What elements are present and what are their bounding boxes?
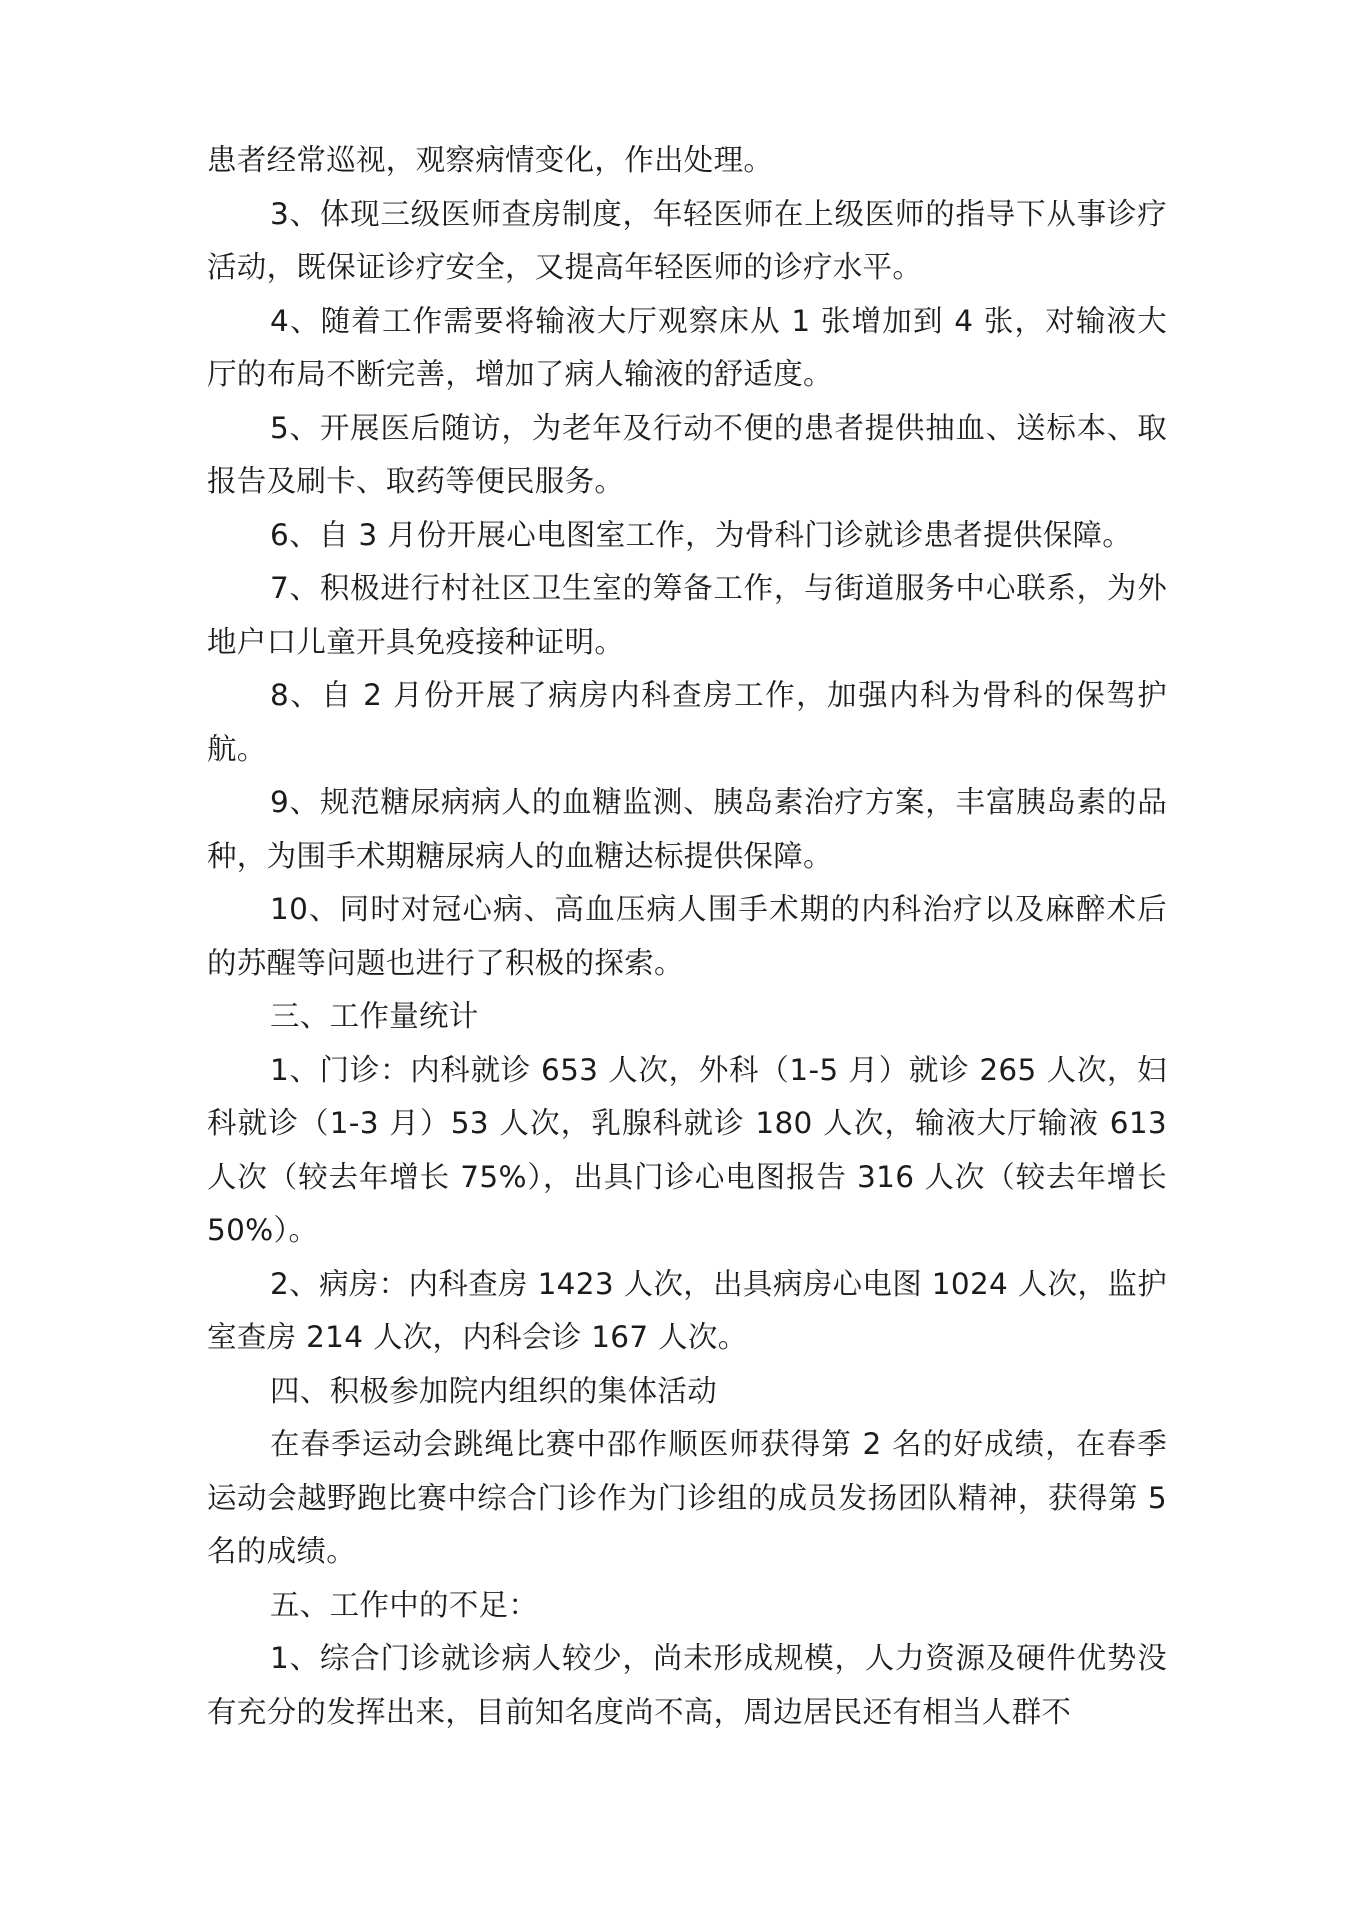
section-heading-workload: 三、工作量统计	[270, 999, 479, 1033]
paragraph-continuation: 患者经常巡视，观察病情变化，作出处理。	[207, 143, 774, 177]
paragraph-activities: 在春季运动会跳绳比赛中邵作顺医师获得第 2 名的好成绩，在春季运动会越野跑比赛中综合门诊作为门诊组的成员发扬团队精神，获得第 5 名的成绩。	[207, 1427, 1167, 1568]
paragraph-item-9: 9、规范糖尿病病人的血糖监测、胰岛素治疗方案，丰富胰岛素的品种，为围手术期糖尿病人的血糖达标提供保障。	[207, 785, 1167, 873]
paragraph-item-6: 6、自 3 月份开展心电图室工作，为骨科门诊就诊患者提供保障。	[270, 517, 1133, 552]
paragraph-item-5: 5、开展医后随访，为老年及行动不便的患者提供抽血、送标本、取报告及刷卡、取药等便民服务。	[207, 410, 1167, 498]
section-heading-shortcomings: 五、工作中的不足：	[270, 1587, 539, 1622]
paragraph-ward-stats: 2、病房：内科查房 1423 人次，出具病房心电图 1024 人次，监护室查房 214 人次，内科会诊 167 人次。	[207, 1266, 1167, 1354]
paragraph-shortcoming-1: 1、综合门诊就诊病人较少，尚未形成规模，人力资源及硬件优势没有充分的发挥出来，目前知名度尚不高，周边居民还有相当人群不	[207, 1641, 1167, 1729]
document-body	[207, 134, 1167, 1739]
paragraph-item-8: 8、自 2 月份开展了病房内科查房工作，加强内科为骨科的保驾护航。	[207, 678, 1167, 766]
paragraph-item-7: 7、积极进行村社区卫生室的筹备工作，与街道服务中心联系，为外地户口儿童开具免疫接种证明。	[207, 571, 1167, 659]
paragraph-item-3: 3、体现三级医师查房制度，年轻医师在上级医师的指导下从事诊疗活动，既保证诊疗安全，又提高年轻医师的诊疗水平。	[207, 196, 1167, 284]
paragraph-item-4: 4、随着工作需要将输液大厅观察床从 1 张增加到 4 张，对输液大厅的布局不断完善，增加了病人输液的舒适度。	[207, 303, 1167, 391]
paragraph-outpatient-stats: 1、门诊：内科就诊 653 人次，外科（1-5 月）就诊 265 人次，妇科就诊（1-3 月）53 人次，乳腺科就诊 180 人次，输液大厅输液 613 人次（较去年增长 75%），出具门诊心电图报告 316 人次（较去年增长 50%）。	[207, 1052, 1167, 1247]
paragraph-item-10: 10、同时对冠心病、高血压病人围手术期的内科治疗以及麻醉术后的苏醒等问题也进行了积极的探索。	[207, 892, 1167, 980]
section-heading-activities: 四、积极参加院内组织的集体活动	[270, 1373, 718, 1408]
